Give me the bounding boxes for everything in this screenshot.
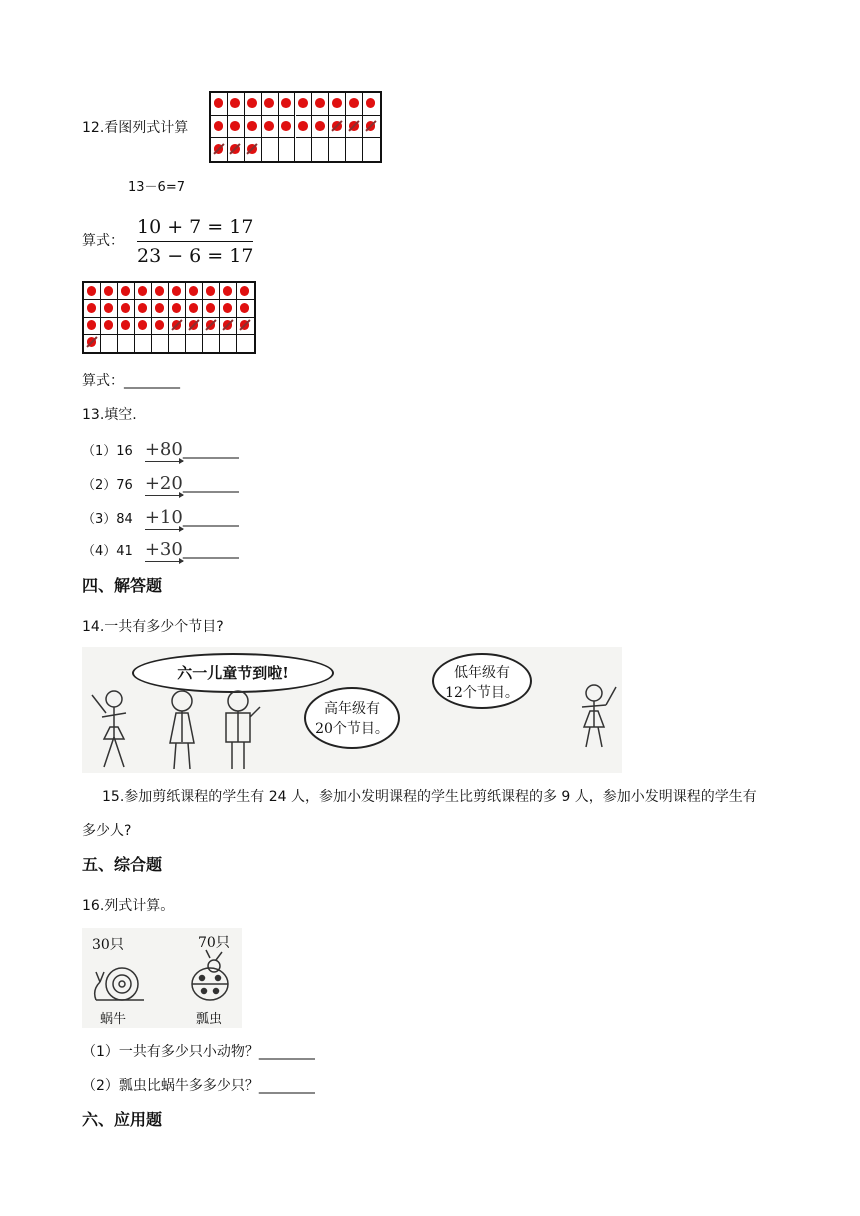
operator-text: +30 xyxy=(144,539,183,560)
question-15-line-1: 15.参加剪纸课程的学生有 24 人，参加小发明课程的学生比剪纸课程的多 9 人，参加小发明课程的学生有 xyxy=(102,789,757,805)
grid-cell xyxy=(211,116,228,139)
grid-cell xyxy=(346,116,363,139)
question-16-sub-2[interactable]: （2）瓢虫比蜗牛多多少只？________ xyxy=(82,1078,315,1094)
fraction-line xyxy=(137,241,253,242)
red-dot xyxy=(104,303,114,313)
red-dot xyxy=(264,98,274,108)
red-dot xyxy=(230,98,240,108)
section-4-heading: 四、解答题 xyxy=(82,576,163,595)
red-dot xyxy=(332,98,342,108)
grid-cell xyxy=(169,300,186,317)
ladybug-name: 瓢虫 xyxy=(196,1012,223,1027)
speech-bubble-main: 六一儿童节到啦! xyxy=(132,653,334,693)
arrow-right-icon xyxy=(145,495,183,496)
grid-cell xyxy=(101,335,118,352)
red-dot xyxy=(315,98,325,108)
snail-ladybug-illustration xyxy=(82,928,242,1028)
add-arrow-operator xyxy=(145,474,183,494)
red-dot xyxy=(189,303,199,313)
fill-item-label: （3）84 xyxy=(82,512,133,527)
add-arrow-operator xyxy=(145,508,183,528)
red-dot xyxy=(155,303,165,313)
grid-cell xyxy=(135,283,152,300)
grid-cell xyxy=(101,300,118,317)
red-dot xyxy=(214,98,224,108)
operator-text: +10 xyxy=(144,507,183,528)
red-dot xyxy=(87,303,97,313)
fill-item-label: （1）16 xyxy=(82,444,133,459)
grid-cell xyxy=(186,318,203,335)
red-dot xyxy=(349,98,359,108)
grid-cell xyxy=(329,93,346,116)
grid-cell xyxy=(279,116,296,139)
grid-cell xyxy=(237,300,254,317)
red-dot xyxy=(298,121,308,131)
arrow-right-icon xyxy=(145,529,183,530)
grid-cell xyxy=(312,138,329,161)
children-festival-illustration xyxy=(82,647,622,773)
grid-cell xyxy=(152,318,169,335)
grid-cell xyxy=(220,300,237,317)
red-dot xyxy=(315,121,325,131)
children-figures xyxy=(82,647,622,773)
question-15-line-2: 多少人? xyxy=(82,823,132,839)
grid-cell xyxy=(329,138,346,161)
red-dot xyxy=(138,303,148,313)
grid-cell xyxy=(169,318,186,335)
grid-cell xyxy=(262,138,279,161)
red-dot xyxy=(298,98,308,108)
answer-blank[interactable]: ________ xyxy=(182,543,239,559)
grid-cell xyxy=(279,93,296,116)
grid-cell xyxy=(84,318,101,335)
arrow-right-icon xyxy=(145,561,183,562)
red-dot xyxy=(155,286,165,296)
formula-fraction xyxy=(137,214,253,269)
answer-blank[interactable]: ________ xyxy=(182,511,239,527)
red-dot xyxy=(223,286,233,296)
grid-cell xyxy=(101,283,118,300)
red-dot xyxy=(87,286,97,296)
arrow-right-icon xyxy=(145,461,183,462)
add-arrow-operator xyxy=(145,540,183,560)
snail-icon xyxy=(95,968,144,1000)
grid-cell xyxy=(135,318,152,335)
grid-cell xyxy=(329,116,346,139)
grid-cell xyxy=(84,283,101,300)
grid-cell xyxy=(262,116,279,139)
grid-cell xyxy=(237,335,254,352)
fill-item-label: （4）41 xyxy=(82,544,133,559)
red-dot xyxy=(240,303,250,313)
red-dot xyxy=(87,320,97,330)
red-dot xyxy=(247,121,257,131)
example-equation: 13－6=7 xyxy=(128,180,185,195)
grid-cell xyxy=(84,335,101,352)
fill-item xyxy=(82,474,239,496)
operator-text: +80 xyxy=(144,439,183,460)
grid-cell xyxy=(186,335,203,352)
grid-cell xyxy=(363,93,380,116)
red-dot xyxy=(366,98,376,108)
fill-item xyxy=(82,508,239,530)
grid-cell xyxy=(135,300,152,317)
red-dot xyxy=(104,320,114,330)
grid-cell xyxy=(237,283,254,300)
grid-cell xyxy=(245,138,262,161)
fill-item xyxy=(82,540,239,562)
red-dot xyxy=(247,98,257,108)
bubble-high-line-1: 高年级有 xyxy=(324,701,380,717)
formula-bottom: 23 − 6 = 17 xyxy=(137,245,254,267)
answer-line-q12[interactable]: 算式：________ xyxy=(82,373,180,389)
bubble-low-line-2: 12个节目。 xyxy=(445,685,519,701)
grid-cell xyxy=(118,300,135,317)
add-arrow-operator xyxy=(145,440,183,460)
grid-cell xyxy=(296,116,313,139)
grid-cell xyxy=(203,335,220,352)
grid-cell xyxy=(84,300,101,317)
red-dot xyxy=(121,320,131,330)
grid-cell xyxy=(220,318,237,335)
grid-cell xyxy=(312,116,329,139)
red-dot xyxy=(155,320,165,330)
grid-cell xyxy=(211,138,228,161)
ladybug-count: 70只 xyxy=(198,935,230,951)
grid-cell xyxy=(203,300,220,317)
grid-cell xyxy=(363,116,380,139)
question-16-title: 16.列式计算。 xyxy=(82,898,175,914)
grid-cell xyxy=(152,283,169,300)
operator-text: +20 xyxy=(144,473,183,494)
dot-grid-1 xyxy=(209,91,382,163)
red-dot xyxy=(172,303,182,313)
section-5-heading: 五、综合题 xyxy=(82,855,163,874)
red-dot xyxy=(223,303,233,313)
grid-cell xyxy=(346,93,363,116)
red-dot xyxy=(264,121,274,131)
grid-cell xyxy=(169,283,186,300)
grid-cell xyxy=(118,283,135,300)
grid-cell xyxy=(228,138,245,161)
answer-blank[interactable]: ________ xyxy=(182,443,239,459)
red-dot xyxy=(172,286,182,296)
fill-item-label: （2）76 xyxy=(82,478,133,493)
red-dot xyxy=(104,286,114,296)
grid-cell xyxy=(363,138,380,161)
dot-grid-2 xyxy=(82,281,256,354)
red-dot xyxy=(138,320,148,330)
red-dot xyxy=(189,286,199,296)
grid-cell xyxy=(296,138,313,161)
red-dot xyxy=(281,121,291,131)
grid-cell xyxy=(101,318,118,335)
grid-cell xyxy=(262,93,279,116)
snail-count: 30只 xyxy=(92,937,124,953)
grid-cell xyxy=(220,283,237,300)
formula-label: 算式： xyxy=(82,233,124,249)
grid-cell xyxy=(237,318,254,335)
question-14-title: 14.一共有多少个节目? xyxy=(82,619,224,635)
red-dot xyxy=(281,98,291,108)
grid-cell xyxy=(186,300,203,317)
grid-cell xyxy=(228,93,245,116)
bubble-low-line-1: 低年级有 xyxy=(454,665,510,681)
red-dot xyxy=(121,303,131,313)
red-dot xyxy=(138,286,148,296)
snail-name: 蜗牛 xyxy=(100,1012,127,1027)
ladybug-icon xyxy=(192,950,228,1000)
grid-cell xyxy=(203,283,220,300)
red-dot xyxy=(240,286,250,296)
grid-cell xyxy=(346,138,363,161)
section-6-heading: 六、应用题 xyxy=(82,1110,163,1129)
question-12-title: 12.看图列式计算 xyxy=(82,120,189,136)
grid-cell xyxy=(211,93,228,116)
grid-cell xyxy=(245,93,262,116)
grid-cell xyxy=(203,318,220,335)
red-dot xyxy=(206,303,216,313)
red-dot xyxy=(214,121,224,131)
formula-top: 10 + 7 = 17 xyxy=(137,216,254,238)
grid-cell xyxy=(152,300,169,317)
question-13-title: 13.填空. xyxy=(82,407,137,423)
question-16-sub-1[interactable]: （1）一共有多少只小动物？________ xyxy=(82,1044,315,1060)
answer-blank[interactable]: ________ xyxy=(182,477,239,493)
grid-cell xyxy=(135,335,152,352)
grid-cell xyxy=(228,116,245,139)
grid-cell xyxy=(186,283,203,300)
red-dot xyxy=(230,121,240,131)
grid-cell xyxy=(220,335,237,352)
red-dot xyxy=(206,286,216,296)
grid-cell xyxy=(279,138,296,161)
grid-cell xyxy=(245,116,262,139)
grid-cell xyxy=(152,335,169,352)
grid-cell xyxy=(296,93,313,116)
grid-cell xyxy=(169,335,186,352)
fill-item xyxy=(82,440,239,462)
bubble-high-line-2: 20个节目。 xyxy=(315,721,389,737)
grid-cell xyxy=(118,335,135,352)
grid-cell xyxy=(312,93,329,116)
grid-cell xyxy=(118,318,135,335)
red-dot xyxy=(121,286,131,296)
